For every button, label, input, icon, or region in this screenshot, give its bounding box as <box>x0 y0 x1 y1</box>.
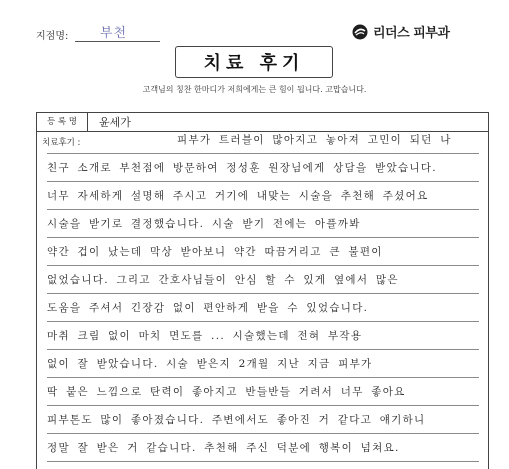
branch-label: 지점명: <box>36 31 69 42</box>
review-line: 피부톤도 많이 좋아졌습니다. 주변에서도 좋아진 거 같다고 얘기하니 <box>47 411 479 434</box>
registrant-label: 등 록 명 <box>37 113 88 131</box>
review-line: 피부가 트러블이 많아지고 놓아져 고민이 되던 나 <box>47 131 479 154</box>
page-title: 치료 후기 <box>175 46 333 78</box>
review-line: 딱 붙은 느낌으로 탄력이 좋아지고 반들반들 거려서 너무 좋아요 <box>47 383 479 406</box>
branch-value: 부천 <box>100 26 128 41</box>
review-line: 도움을 주셔서 긴장감 없이 편안하게 받을 수 있었습니다. <box>47 299 479 322</box>
review-line: 친구 소개로 부천점에 방문하여 정성훈 원장님에게 상담을 받았습니다. <box>47 159 479 182</box>
clinic-logo-text: 리더스 피부과 <box>373 26 450 41</box>
registrant-value: 윤세가 <box>99 116 131 129</box>
review-line: 너무 자세하게 설명해 주시고 거기에 내맞는 시술을 추천해 주셨어요 <box>47 187 479 210</box>
page-subtitle: 고객님의 칭찬 한마디가 저희에게는 큰 힘이 됩니다. 고맙습니다. <box>142 85 367 94</box>
review-form <box>36 112 489 469</box>
review-line: 없었습니다. 그리고 간호사님들이 안심 할 수 있게 옆에서 많은 <box>47 271 479 294</box>
branch-underline <box>75 41 160 42</box>
review-line: 약간 겁이 났는데 막상 받아보니 약간 따끔거리고 큰 불편이 <box>47 243 479 266</box>
review-line: 시술을 받기로 결정했습니다. 시술 받기 전에는 아플까봐 <box>47 215 479 238</box>
clinic-logo <box>352 22 449 41</box>
review-line: 마취 크림 없이 마치 면도를 ... 시술했는데 전혀 부작용 <box>47 327 479 350</box>
review-line: 정말 잘 받은 거 같습니다. 추천해 주신 덕분에 행복이 넘쳐요. <box>47 439 479 462</box>
clinic-logo-icon <box>352 24 368 40</box>
registrant-row <box>37 113 488 132</box>
review-line: 없이 잘 받았습니다. 시술 받은지 2개월 지난 지금 피부가 <box>47 355 479 378</box>
review-label: 치료후기 : <box>42 138 81 148</box>
